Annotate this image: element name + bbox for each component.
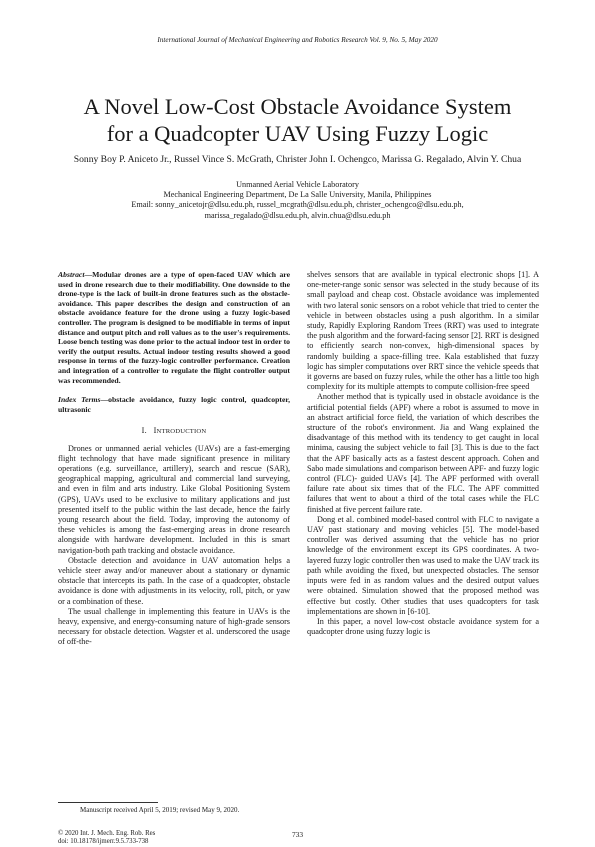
- section-heading-introduction: [58, 426, 290, 437]
- abstract-label: Abstract: [58, 270, 85, 279]
- affiliation-block: [50, 180, 545, 221]
- footnote-rule: [58, 802, 158, 803]
- footer-doi: doi: 10.18178/ijmerr.9.5.733-738: [58, 838, 149, 846]
- journal-header: International Journal of Mechanical Engineering and Robotics Research Vol. 9, No. 5, May 2020: [157, 36, 438, 44]
- section-number: I.: [141, 426, 147, 436]
- index-terms: [58, 395, 290, 414]
- body-paragraph: Dong et al. combined model-based control with FLC to navigate a UAV past stationary and moving vehicles [5]. The model-based controller was derived assuming that the vehicle has no prior knowledge of the environment except its GPS coordinates. A two-layered fuzzy logic controller then was used to make the UAV track its path while avoiding the fixed, but unexpected obstacles. The sensor inputs were fed in as random values and the desired output values were obtained. Simulation showed that the proposed method was effective but costly. Other studies that uses quadcopters for task implementations are shown in [6-10].: [307, 514, 539, 616]
- footer-copyright: © 2020 Int. J. Mech. Eng. Rob. Res: [58, 830, 156, 837]
- body-paragraph: The usual challenge in implementing this feature in UAVs is the heavy, expensive, and energy-consuming nature of high-grade sensors necessary for obstacle detection. Wagster et al. underscored the usage of off-the-: [58, 606, 290, 647]
- author-list: Sonny Boy P. Aniceto Jr., Russel Vince S. McGrath, Christer John I. Ochengco, Marissa G. Regalado, Alvin Y. Chua: [73, 154, 522, 165]
- abstract-text: —Modular drones are a type of open-faced UAV which are used in drone research due to their modifiability. One downside to the drone-type is the lack of built-in drone features such as the obstacle-avoidance. This paper describes the design and construction of an obstacle avoidance feature for the drone using a fuzzy logic-based controller. The program is designed to be modifiable in terms of input distance and output pitch and roll values as to the user's requirements. Loose bench testing was done prior to the actual indoor test in order to verify the output results. Actual indoor testing results showed a good response in terms of the fuzzy-logic controller performance. Creation and integration of a controller to regulate the flight controller output was recommended.: [58, 270, 290, 385]
- affiliation-email-2: marissa_regalado@dlsu.edu.ph, alvin.chua@dlsu.edu.ph: [204, 210, 391, 220]
- affiliation-lab: Unmanned Aerial Vehicle Laboratory: [236, 180, 359, 189]
- affiliation-email-1: Email: sonny_anicetojr@dlsu.edu.ph, russel_mcgrath@dlsu.edu.ph, christer_ochengco@dlsu.edu.ph,: [131, 200, 464, 210]
- page-number: 733: [291, 830, 304, 839]
- index-terms-label: Index Terms: [58, 395, 101, 405]
- index-terms-text: —obstacle avoidance, fuzzy logic control, quadcopter, ultrasonic: [58, 395, 290, 414]
- body-paragraph: In this paper, a novel low-cost obstacle avoidance system for a quadcopter drone using fuzzy logic is: [307, 616, 539, 637]
- body-paragraph: Drones or unmanned aerial vehicles (UAVs) are a fast-emerging flight technology that have made significant presence in military operations (e.g. surveillance, artillery), search and rescue (SAR), geographical mapping, agricultural and commercial land surveying, and even in film and arts industry. Like Global Positioning System (GPS), UAVs used to be exclusive to military applications and just presented itself to the public within the last decade, hence the fairly young research about the field. Today, improving the autonomy of these vehicles is among the fast-emerging areas in drone research alongside with hardware development. Included in this is smart navigation-both path tracking and obstacle avoidance.: [58, 443, 290, 555]
- body-paragraph: Obstacle detection and avoidance in UAV automation helps a vehicle steer away and/or maneuver about a stationary or dynamic obstacle that intercepts its path. In the case of a quadcopter, obstacle avoidance is done with adjustments in its velocity, roll, pitch, or yaw or a combination of these.: [58, 555, 290, 606]
- section-title-initial: I: [153, 426, 157, 436]
- section-title-rest: NTRODUCTION: [156, 428, 207, 436]
- body-paragraph: shelves sensors that are available in typical electronic shops [1]. A one-meter-range sonic sensor was selected in the study because of its small payload and cheap cost. Obstacle avoidance was implemented with two lateral sonic sensors on a robot vehicle that tried to center the vehicle in between obstacles using a push algorithm. In a similar study, Rapidly Exploring Random Trees (RRT) was used to integrate the push algorithm and the forward-facing sensor [2]. RRT is designed to efficiently search non-convex, high-dimensional spaces by randomly building a space-filling tree. Kala established that fuzzy logic has simpler computations over RRT since the vehicle speeds that it governs are based on fuzzy rules, while the other has a little too high complexity for its multiple attempts to compute collision-free speed: [307, 270, 539, 392]
- left-column: [58, 270, 290, 648]
- title-line-1: A Novel Low-Cost Obstacle Avoidance System: [83, 94, 512, 119]
- title-line-2: for a Quadcopter UAV Using Fuzzy Logic: [106, 121, 489, 146]
- abstract: [58, 270, 290, 385]
- affiliation-dept: Mechanical Engineering Department, De La Salle University, Manila, Philippines: [163, 190, 432, 200]
- body-paragraph: Another method that is typically used in obstacle avoidance is the artificial potential fields (APF) where a robot is assumed to move in an abstract artificial force field, the variation of which describes the structure of the robot's environment. Jia and Wang explained the disadvantage of this method with its tendency to get caught in local minima, causing the subject vehicle to fail [3]. This is due to the fact that the APF basically acts as a fastest descent approach. Cohen and Sabo made simulations and comparison between APF- and fuzzy logic control (FLC)- guided UAVs [4]. The APF performed with overall failure rate about six times that of the FLC. The APF committed failures that went to about a third of the total cases while the FLC finished at five percent failure rate.: [307, 392, 539, 514]
- paper-title: [40, 93, 555, 147]
- footnote: Manuscript received April 5, 2019; revised May 9, 2020.: [80, 806, 240, 814]
- right-column: [307, 270, 539, 637]
